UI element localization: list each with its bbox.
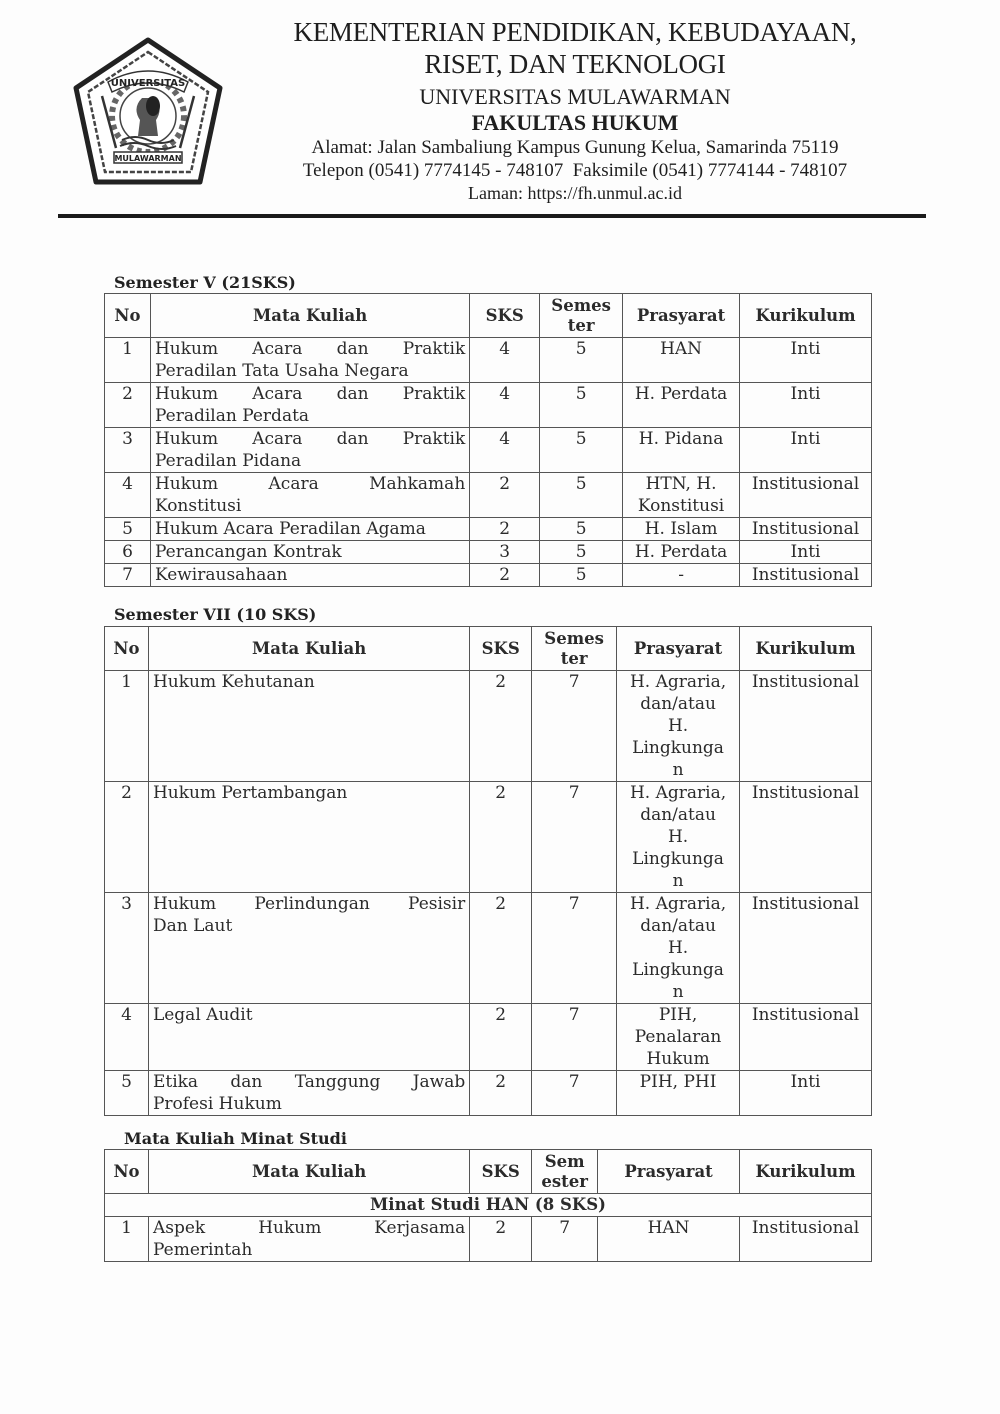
- cell-semester: 5: [540, 473, 623, 518]
- cell-semester: 7: [532, 1004, 617, 1071]
- cell-semester: 5: [540, 338, 623, 383]
- table-row: [105, 473, 872, 518]
- cell-sks: 4: [470, 383, 540, 428]
- cell-semester: 5: [540, 383, 623, 428]
- cell-semester: 5: [540, 541, 623, 564]
- header-curriculum: Kurikulum: [740, 1150, 872, 1194]
- cell-no: 4: [105, 1004, 149, 1071]
- cell-semester: 5: [540, 564, 623, 587]
- cell-curriculum: Inti: [740, 428, 872, 473]
- cell-semester: 5: [540, 428, 623, 473]
- cell-prerequisite: H. Agraria, dan/atau H. Lingkunga n: [617, 893, 740, 1004]
- cell-prerequisite: H. Agraria, dan/atau H. Lingkunga n: [617, 671, 740, 782]
- section-title-semester-5: Semester V (21SKS): [114, 273, 296, 292]
- cell-prerequisite: H. Islam: [623, 518, 740, 541]
- cell-no: 7: [105, 564, 151, 587]
- cell-prerequisite: HTN, H. Konstitusi: [623, 473, 740, 518]
- cell-no: 2: [105, 383, 151, 428]
- cell-curriculum: Institusional: [740, 782, 872, 893]
- header-sks: SKS: [470, 1150, 532, 1194]
- cell-sks: 3: [470, 541, 540, 564]
- cell-course: Perancangan Kontrak: [150, 541, 469, 564]
- table-row: [105, 893, 872, 1004]
- cell-no: 1: [105, 1217, 149, 1262]
- cell-semester: 7: [532, 1217, 598, 1262]
- header-semester: Semes ter: [532, 627, 617, 671]
- cell-semester: 7: [532, 1071, 617, 1116]
- table-row: [105, 671, 872, 782]
- faculty-name: FAKULTAS HUKUM: [471, 110, 679, 135]
- cell-sks: 2: [470, 1217, 532, 1262]
- cell-semester: 7: [532, 671, 617, 782]
- table-row: [105, 541, 872, 564]
- cell-sks: 2: [470, 473, 540, 518]
- cell-sks: 2: [470, 893, 532, 1004]
- cell-course: Hukum Acara dan Praktik Peradilan Pidana: [150, 428, 469, 473]
- header-prerequisite: Prasyarat: [623, 294, 740, 338]
- cell-no: 2: [105, 782, 149, 893]
- header-sks: SKS: [470, 627, 532, 671]
- cell-no: 5: [105, 518, 151, 541]
- cell-course: Hukum Acara Peradilan Agama: [150, 518, 469, 541]
- header-course: Mata Kuliah: [148, 1150, 469, 1194]
- cell-curriculum: Institusional: [740, 1217, 872, 1262]
- table-minat-studi: [104, 1149, 872, 1262]
- cell-no: 1: [105, 338, 151, 383]
- cell-course: Hukum Pertambangan: [148, 782, 469, 893]
- cell-prerequisite: H. Pidana: [623, 428, 740, 473]
- cell-sks: 2: [470, 671, 532, 782]
- cell-course: Legal Audit: [148, 1004, 469, 1071]
- header-no: No: [105, 294, 151, 338]
- cell-course: Hukum Kehutanan: [148, 671, 469, 782]
- header-curriculum: Kurikulum: [740, 627, 872, 671]
- table-row: [105, 564, 872, 587]
- cell-course: Etika dan Tanggung Jawab Profesi Hukum: [148, 1071, 469, 1116]
- cell-no: 6: [105, 541, 151, 564]
- cell-prerequisite: PIH, Penalaran Hukum: [617, 1004, 740, 1071]
- cell-curriculum: Inti: [740, 383, 872, 428]
- group-title: Minat Studi HAN (8 SKS): [105, 1194, 872, 1217]
- cell-curriculum: Institusional: [740, 518, 872, 541]
- cell-prerequisite: HAN: [623, 338, 740, 383]
- cell-sks: 2: [470, 782, 532, 893]
- address: Alamat: Jalan Sambaliung Kampus Gunung Kelua, Samarinda 75119: [311, 137, 839, 158]
- table-row: [105, 338, 872, 383]
- cell-sks: 2: [470, 518, 540, 541]
- cell-curriculum: Institusional: [740, 564, 872, 587]
- website: Laman: https://fh.unmul.ac.id: [468, 183, 682, 203]
- cell-sks: 4: [470, 338, 540, 383]
- phone-fax: Telepon (0541) 7774145 - 748107 Faksimile (0541) 7774144 - 748107: [302, 160, 848, 181]
- table-row: [105, 1071, 872, 1116]
- cell-course: Kewirausahaan: [150, 564, 469, 587]
- section-title-minat-studi: Mata Kuliah Minat Studi: [124, 1129, 347, 1148]
- cell-sks: 4: [470, 428, 540, 473]
- section-title-semester-7: Semester VII (10 SKS): [114, 605, 317, 624]
- cell-no: 3: [105, 893, 149, 1004]
- ministry-name-line1: KEMENTERIAN PENDIDIKAN, KEBUDAYAAN,: [293, 17, 857, 47]
- cell-course: Hukum Acara dan Praktik Peradilan Tata Usaha Negara: [150, 338, 469, 383]
- table-row: [105, 1217, 872, 1262]
- group-row: [105, 1194, 872, 1217]
- cell-semester: 7: [532, 782, 617, 893]
- table-row: [105, 428, 872, 473]
- table-semester-5: [104, 293, 872, 587]
- letterhead-text: [250, 16, 900, 204]
- cell-curriculum: Institusional: [740, 1004, 872, 1071]
- cell-curriculum: Inti: [740, 338, 872, 383]
- cell-prerequisite: -: [623, 564, 740, 587]
- cell-prerequisite: H. Agraria, dan/atau H. Lingkunga n: [617, 782, 740, 893]
- cell-sks: 2: [470, 1004, 532, 1071]
- table-row: [105, 383, 872, 428]
- table-header-row: [105, 294, 872, 338]
- table-row: [105, 1004, 872, 1071]
- cell-prerequisite: H. Perdata: [623, 383, 740, 428]
- cell-course: Aspek Hukum Kerjasama Pemerintah: [148, 1217, 469, 1262]
- cell-semester: 5: [540, 518, 623, 541]
- cell-curriculum: Inti: [740, 541, 872, 564]
- header-no: No: [105, 1150, 149, 1194]
- cell-sks: 2: [470, 1071, 532, 1116]
- cell-sks: 2: [470, 564, 540, 587]
- university-logo-icon: [72, 36, 224, 188]
- header-prerequisite: Prasyarat: [598, 1150, 740, 1194]
- cell-curriculum: Institusional: [740, 893, 872, 1004]
- cell-course: Hukum Perlindungan Pesisir Dan Laut: [148, 893, 469, 1004]
- logo-text-top: UNIVERSITAS: [110, 78, 186, 89]
- cell-prerequisite: PIH, PHI: [617, 1071, 740, 1116]
- cell-semester: 7: [532, 893, 617, 1004]
- cell-course: Hukum Acara Mahkamah Konstitusi: [150, 473, 469, 518]
- cell-no: 1: [105, 671, 149, 782]
- cell-prerequisite: HAN: [598, 1217, 740, 1262]
- header-no: No: [105, 627, 149, 671]
- table-header-row: [105, 1150, 872, 1194]
- cell-no: 4: [105, 473, 151, 518]
- header-semester: Semes ter: [540, 294, 623, 338]
- header-semester: Sem ester: [532, 1150, 598, 1194]
- cell-no: 5: [105, 1071, 149, 1116]
- table-row: [105, 782, 872, 893]
- cell-prerequisite: H. Perdata: [623, 541, 740, 564]
- cell-curriculum: Inti: [740, 1071, 872, 1116]
- table-semester-7: [104, 626, 872, 1116]
- header-sks: SKS: [470, 294, 540, 338]
- university-name: UNIVERSITAS MULAWARMAN: [419, 84, 731, 109]
- cell-no: 3: [105, 428, 151, 473]
- header-course: Mata Kuliah: [150, 294, 469, 338]
- letterhead-divider: [58, 214, 926, 218]
- ministry-name-line2: RISET, DAN TEKNOLOGI: [424, 49, 726, 79]
- cell-curriculum: Institusional: [740, 671, 872, 782]
- table-header-row: [105, 627, 872, 671]
- cell-course: Hukum Acara dan Praktik Peradilan Perdata: [150, 383, 469, 428]
- header-prerequisite: Prasyarat: [617, 627, 740, 671]
- letterhead: [0, 0, 1000, 222]
- logo-text-bottom: MULAWARMAN: [114, 154, 182, 163]
- header-curriculum: Kurikulum: [740, 294, 872, 338]
- cell-curriculum: Institusional: [740, 473, 872, 518]
- header-course: Mata Kuliah: [148, 627, 469, 671]
- table-row: [105, 518, 872, 541]
